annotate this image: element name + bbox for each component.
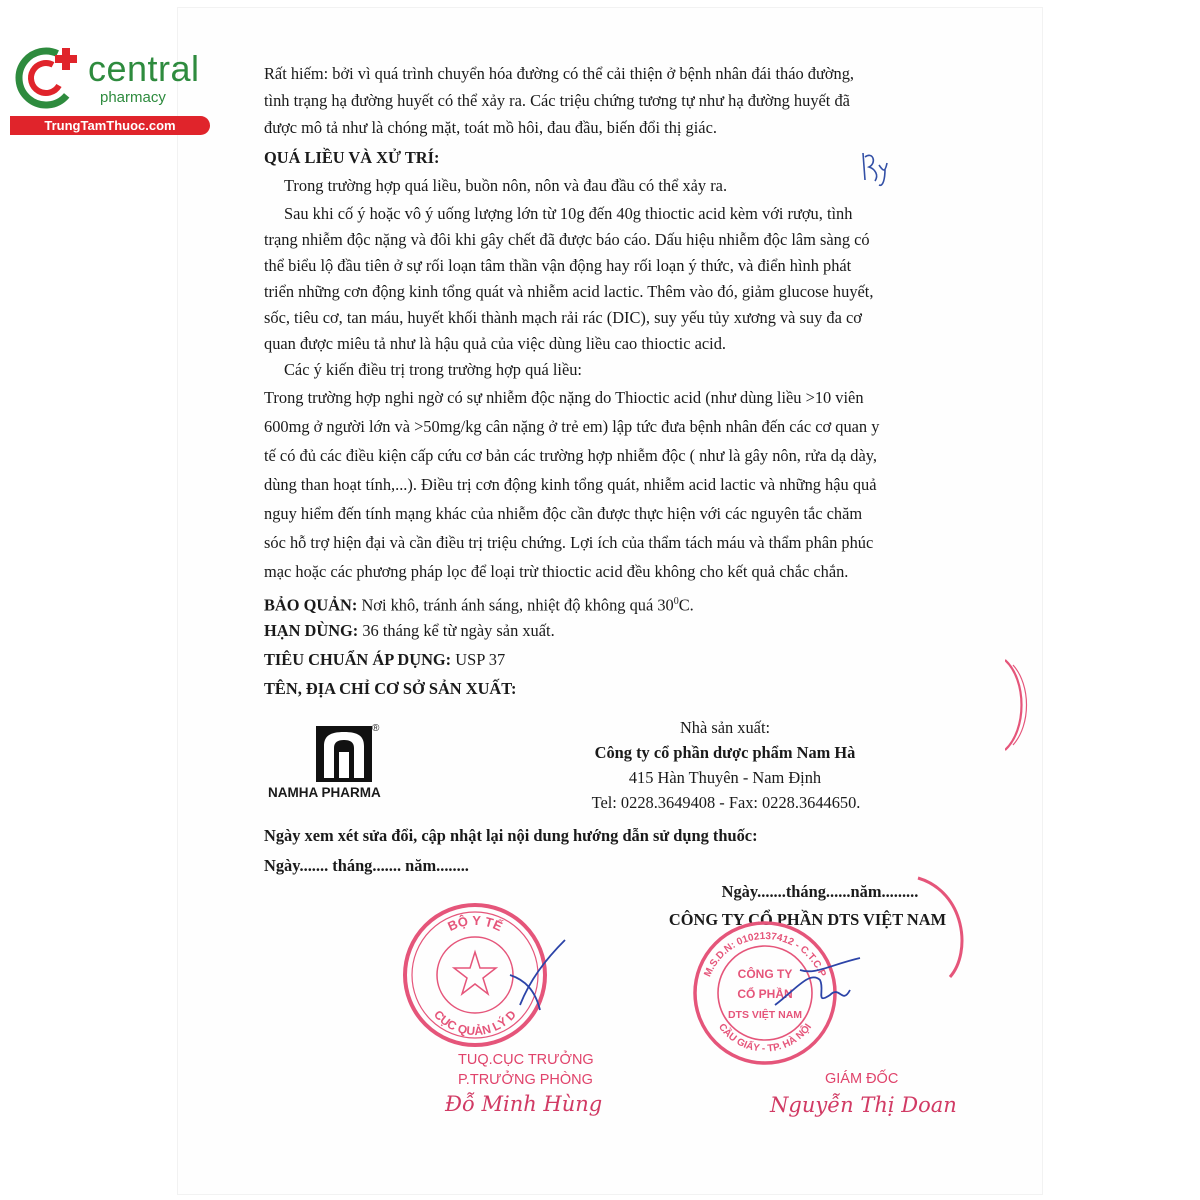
text-line: 600mg ở người lớn và >50mg/kg cân nặng ở trẻ em) lập tức đưa bệnh nhân đến các cơ quan y <box>264 417 880 436</box>
text-line: trạng nhiễm độc nặng và đôi khi gây chết đã được báo cáo. Dấu hiệu nhiễm độc lâm sàng có <box>264 230 870 249</box>
edge-stamp-icon <box>1005 655 1035 755</box>
text-line: tình trạng hạ đường huyết có thể xảy ra. Các triệu chứng tương tự như hạ đường huyết đã <box>264 91 850 110</box>
text-line: sốc, tiêu cơ, tan máu, huyết khối thành mạch rải rác (DIC), suy yếu tủy xương và suy đa cơ <box>264 308 862 327</box>
manufacturer-label: Nhà sản xuất: <box>679 718 771 737</box>
text-line: Trong trường hợp quá liều, buồn nôn, nôn và đau đầu có thể xảy ra. <box>284 176 728 195</box>
expiry-line <box>264 621 555 641</box>
left-title-2: P.TRƯỞNG PHÒNG <box>458 1072 593 1088</box>
text-line: triển những cơn động kinh tổng quát và nhiễm acid lactic. Thêm vào đó, giảm glucose huyết, <box>264 282 874 301</box>
stamp-top-text: BỘ Y TẾ <box>445 912 505 935</box>
stamp-ring-text: M.S.D.N: 0102137412 - C.T.C.P <box>702 930 828 979</box>
company-date: Ngày.......tháng......năm......... <box>721 882 919 901</box>
storage-line <box>264 592 694 615</box>
text-line: tế có đủ các điều kiện cấp cứu cơ bản các trường hợp nhiễm độc ( như là gây nôn, rửa dạ dày, <box>264 446 877 465</box>
manufacturer-name: Công ty cổ phần dược phẩm Nam Hà <box>594 743 856 762</box>
right-title: GIÁM ĐỐC <box>825 1071 899 1087</box>
text-line: dùng than hoạt tính,...). Điều trị cơn động kinh tổng quát, nhiễm acid lactic và những hậu quả <box>264 475 877 494</box>
stamp-bottom-text: CỤC QUẢN LÝ D <box>431 1007 519 1039</box>
namha-logo-text: NAMHA PHARMA <box>268 785 381 800</box>
registered-mark: ® <box>372 723 380 734</box>
stamp-line-1: CÔNG TY <box>737 967 793 981</box>
expiry-text: 36 tháng kể từ ngày sản xuất. <box>358 621 555 640</box>
left-signature-stroke <box>495 935 575 1015</box>
standard-text: USP 37 <box>451 650 506 669</box>
text-line: Trong trường hợp nghi ngờ có sự nhiễm độc nặng do Thioctic acid (như dùng liều >10 viên <box>264 388 864 407</box>
storage-sup: 0 <box>673 596 679 607</box>
storage-text: Nơi khô, tránh ánh sáng, nhiệt độ không quá 30 <box>357 595 674 615</box>
pharmacy-cross-icon <box>10 38 90 116</box>
text-line: sóc hỗ trợ hiện đại và cần điều trị triệu chứng. Lợi ích của thẩm tách máu và thẩm phân phúc <box>264 533 874 552</box>
overdose-heading: QUÁ LIỀU VÀ XỬ TRÍ: <box>264 148 440 167</box>
text-line: quan được miêu tả như là hậu quả của việc dùng liều cao thioctic acid. <box>264 334 726 353</box>
stamp-ring-bottom-text: CẦU GIẤY - TP. HÀ NỘI <box>715 1021 815 1055</box>
brand-sub: pharmacy <box>100 89 166 106</box>
company-name: CÔNG TY CỔ PHẦN DTS VIỆT NAM <box>668 910 947 929</box>
text-line: Các ý kiến điều trị trong trường hợp quá liều: <box>284 360 582 379</box>
manufacturer-contact: Tel: 0228.3649408 - Fax: 0228.3644650. <box>591 793 861 812</box>
text-line: mạc hoặc các phương pháp lọc để loại trừ thioctic acid đều không cho kết quả chắc chắn. <box>264 562 849 581</box>
manufacturer-address: 415 Hàn Thuyên - Nam Định <box>628 768 822 787</box>
storage-label: BẢO QUẢN: <box>264 595 358 615</box>
text-line: Rất hiếm: bởi vì quá trình chuyển hóa đường có thể cải thiện ở bệnh nhân đái tháo đường, <box>264 64 855 83</box>
review-date: Ngày....... tháng....... năm........ <box>264 856 469 875</box>
right-signer-name: Nguyễn Thị Doan <box>770 1093 957 1117</box>
left-title-1: TUQ.CỤC TRƯỞNG <box>458 1052 594 1068</box>
text-line: Sau khi cố ý hoặc vô ý uống lượng lớn từ 10g đến 40g thioctic acid kèm với rượu, tình <box>284 204 853 223</box>
left-signer-name: Đỗ Minh Hùng <box>445 1092 603 1116</box>
text-line: được mô tả như là chóng mặt, toát mồ hôi, đau đầu, biến đổi thị giác. <box>264 118 717 137</box>
manufacturer-heading: TÊN, ĐỊA CHỈ CƠ SỞ SẢN XUẤT: <box>264 679 517 698</box>
initials-mark <box>855 145 895 190</box>
brand-name: central <box>88 48 200 89</box>
right-signature-stroke <box>770 950 870 1020</box>
text-line: thể biểu lộ đầu tiên ở sự rối loạn tâm thần vận động hay rối loạn ý thức, và điển hình phát <box>264 256 852 275</box>
standard-line <box>264 650 505 670</box>
site-banner[interactable]: TrungTamThuoc.com <box>10 116 210 135</box>
review-heading: Ngày xem xét sửa đổi, cập nhật lại nội dung hướng dẫn sử dụng thuốc: <box>264 826 758 845</box>
text-line: nguy hiểm đến tính mạng khác của nhiễm độc cần được thực hiện với các nguyên tắc chăm <box>264 504 863 523</box>
central-pharmacy-logo[interactable] <box>10 38 215 138</box>
standard-label: TIÊU CHUẨN ÁP DỤNG: <box>264 650 452 669</box>
stamp-line-2: CỔ PHẦN <box>737 987 793 1001</box>
storage-unit: C. <box>678 595 694 615</box>
stamp-line-3: DTS VIỆT NAM <box>727 1009 803 1021</box>
edge-stamp-2-icon <box>910 872 980 982</box>
expiry-label: HẠN DÙNG: <box>264 621 359 640</box>
